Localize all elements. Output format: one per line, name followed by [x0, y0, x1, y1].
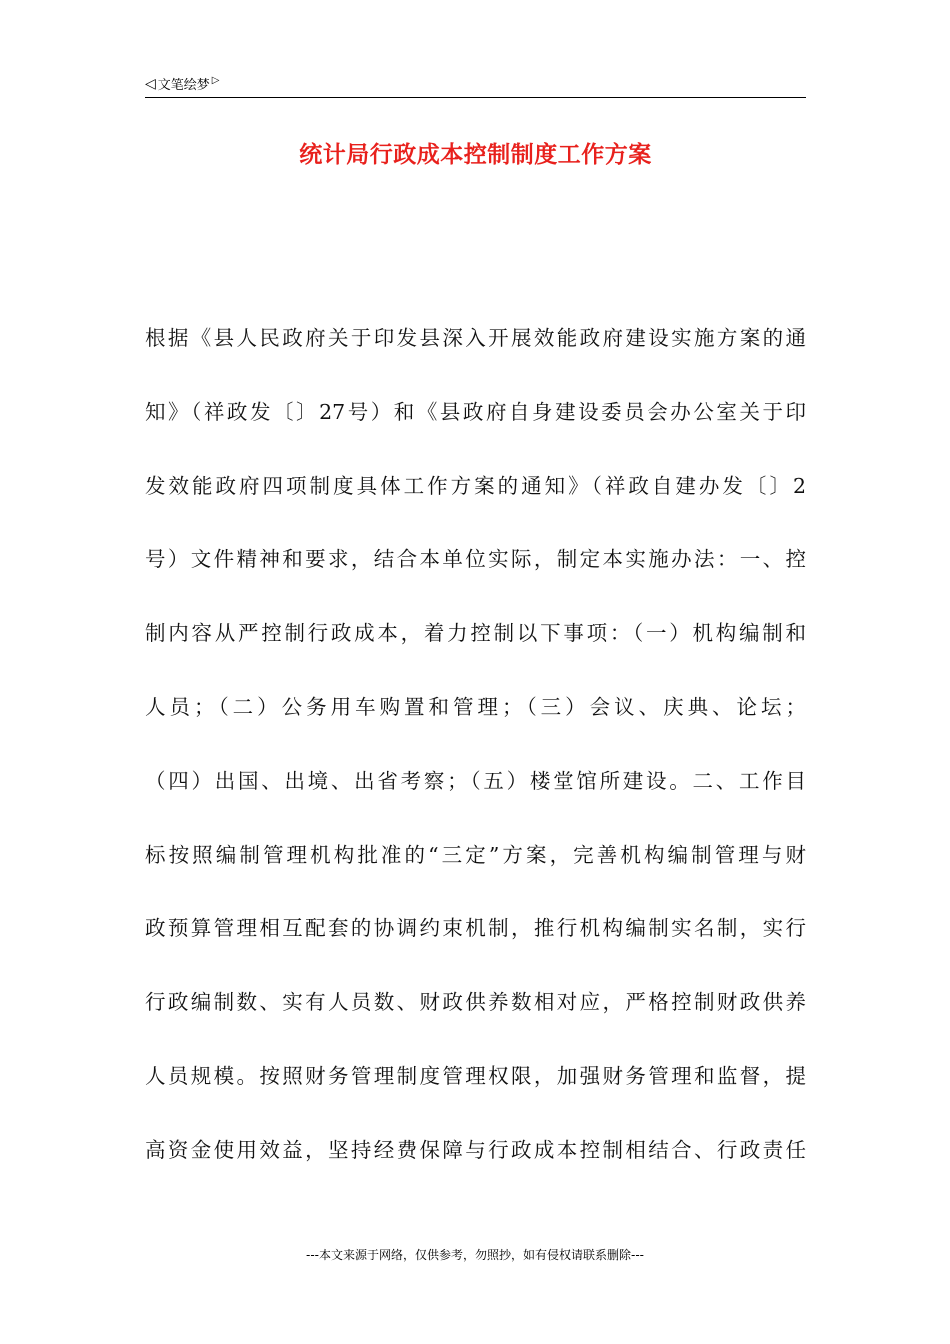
body-line: （四）出国、出境、出省考察；（五）楼堂馆所建设。二、工作目 [145, 768, 806, 793]
body-line: 发效能政府四项制度具体工作方案的通知》（祥政自建办发〔〕2 [145, 473, 806, 498]
left-triangle-icon: ◁ [145, 75, 156, 92]
body-line: 制内容从严控制行政成本，着力控制以下事项：（一）机构编制和 [145, 621, 806, 646]
document-title: 统计局行政成本控制制度工作方案 [299, 142, 652, 168]
body-line: 号）文件精神和要求，结合本单位实际，制定本实施办法：一、控 [145, 547, 806, 572]
body-line: 行政编制数、实有人员数、财政供养数相对应，严格控制财政供养 [145, 990, 806, 1015]
body-line: 标按照编制管理机构批准的“三定”方案，完善机构编制管理与财 [145, 842, 806, 867]
footer-notice: ---本文来源于网络，仅供参考，勿照抄，如有侵权请联系删除--- [306, 1248, 644, 1262]
body-line: 高资金使用效益，坚持经费保障与行政成本控制相结合、行政责任 [145, 1137, 806, 1162]
document-body [145, 320, 806, 1206]
body-line: 根据《县人民政府关于印发县深入开展效能政府建设实施方案的通 [145, 326, 806, 350]
brand-name: 文笔绘梦 [157, 78, 210, 93]
header-divider [145, 97, 806, 98]
body-line: 知》（祥政发〔〕27号）和《县政府自身建设委员会办公室关于印 [145, 399, 806, 424]
body-line: 政预算管理相互配套的协调约束机制，推行机构编制实名制，实行 [145, 916, 806, 941]
body-line: 人员；（二）公务用车购置和管理；（三）会议、庆典、论坛； [145, 694, 806, 719]
right-triangle-icon: ▷ [211, 75, 220, 86]
header-brand [145, 74, 220, 93]
body-line: 人员规模。按照财务管理制度管理权限，加强财务管理和监督，提 [145, 1063, 806, 1088]
